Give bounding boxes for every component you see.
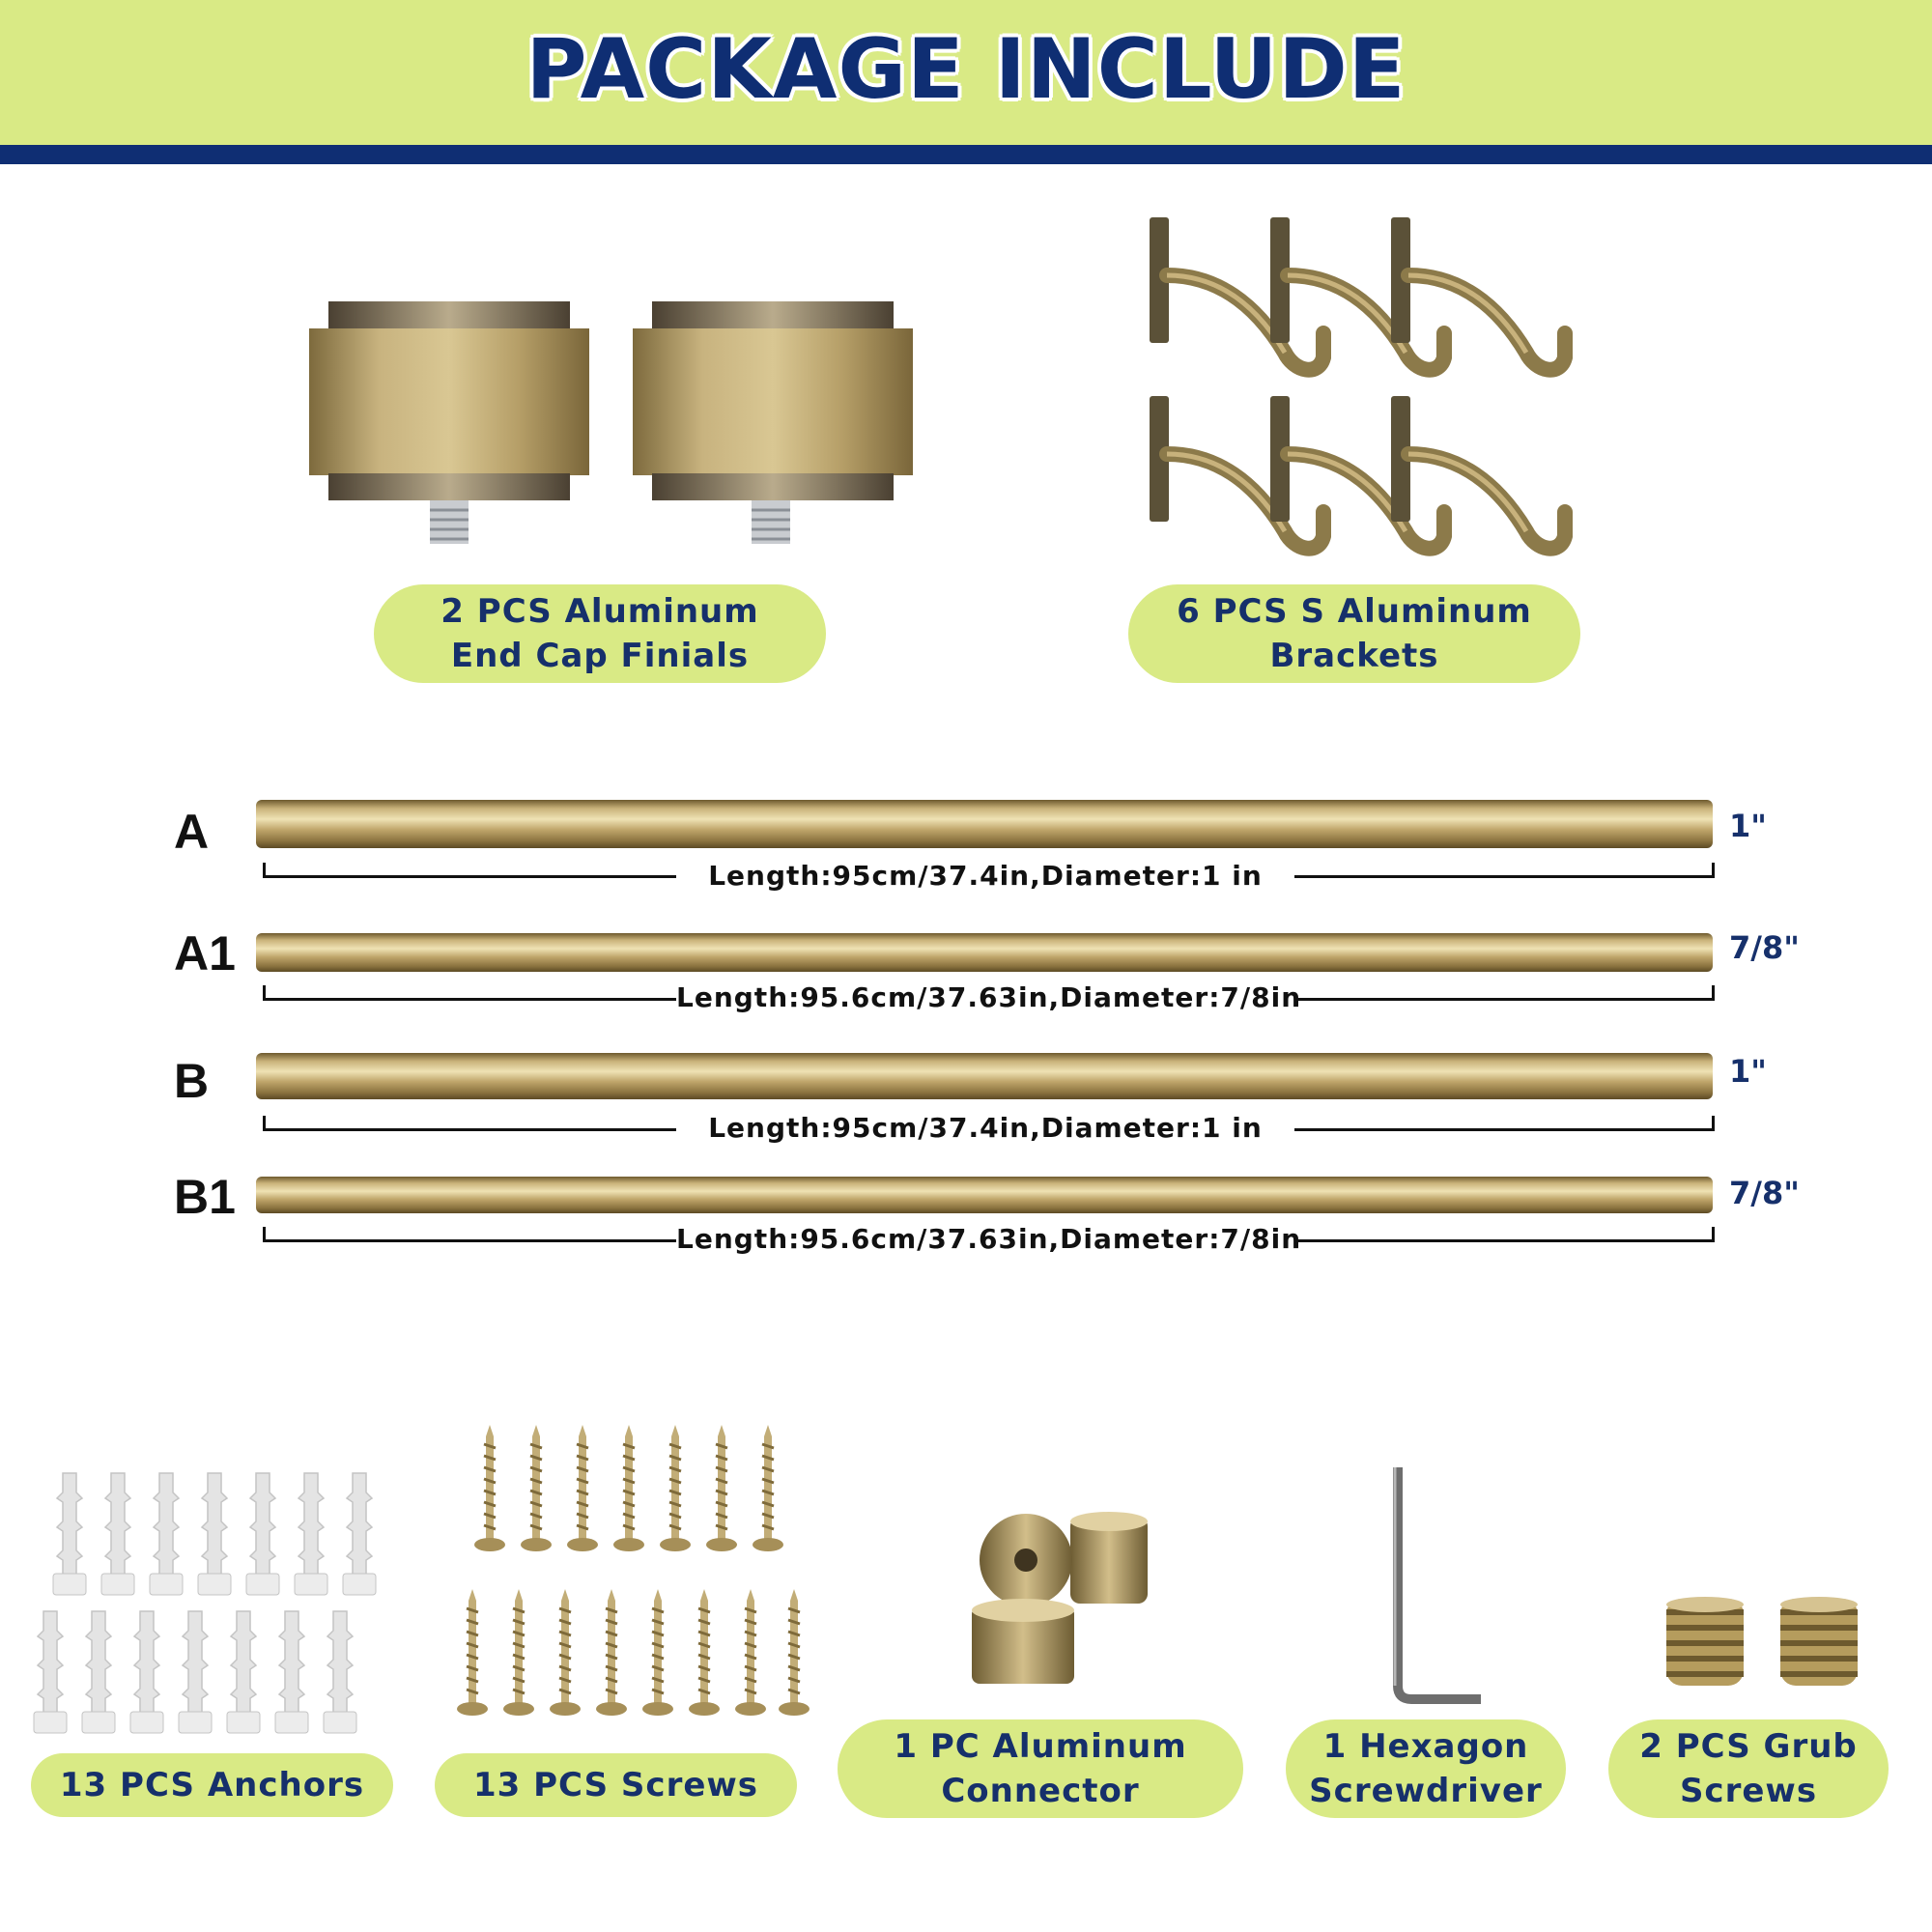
finials-caption <box>374 584 826 683</box>
finials-caption-line1: 2 PCS Aluminum <box>440 592 759 631</box>
bracket-5 <box>1270 396 1444 549</box>
brackets-caption-line2: Brackets <box>1269 637 1439 675</box>
connector-caption <box>838 1719 1243 1818</box>
bracket-6 <box>1391 396 1565 549</box>
anchors-caption-line1: 13 PCS Anchors <box>59 1766 365 1804</box>
screwdriver-caption-line1: 1 Hexagon <box>1322 1727 1529 1766</box>
rod-b-diameter: 1" <box>1729 1053 1767 1090</box>
page-title: PACKAGE INCLUDE <box>526 21 1406 118</box>
rod-a-spec: Length:95cm/37.4in,Diameter:1 in <box>676 860 1294 892</box>
screws-image <box>449 1420 821 1748</box>
grub-screws-image <box>1657 1594 1869 1690</box>
finials-caption-line2: End Cap Finials <box>450 637 750 675</box>
end-cap-finials-image <box>290 290 927 560</box>
screwdriver-caption <box>1286 1719 1566 1818</box>
hex-screwdriver-image <box>1377 1463 1492 1705</box>
rod-a-diameter: 1" <box>1729 808 1767 844</box>
rod-b1-diameter: 7/8" <box>1729 1175 1800 1211</box>
screws-caption <box>435 1753 797 1817</box>
rod-a <box>256 800 1713 848</box>
screws-caption-line1: 13 PCS Screws <box>472 1766 759 1804</box>
screwdriver-caption-line2: Screwdriver <box>1309 1772 1543 1810</box>
connector-image <box>966 1502 1159 1690</box>
finial-left <box>309 301 589 544</box>
grub-screws-caption-line2: Screws <box>1679 1772 1818 1810</box>
rod-b-label: B <box>174 1054 210 1108</box>
finial-right <box>633 301 913 544</box>
rod-a1-spec: Length:95.6cm/37.63in,Diameter:7/8in <box>676 981 1302 1013</box>
rod-b1-spec: Length:95.6cm/37.63in,Diameter:7/8in <box>676 1223 1302 1255</box>
bracket-4 <box>1150 396 1323 549</box>
rod-a-label: A <box>174 805 210 859</box>
grub-screws-caption-line1: 2 PCS Grub <box>1639 1727 1858 1766</box>
rod-b1-label: B1 <box>174 1170 236 1224</box>
connector-caption-line2: Connector <box>941 1772 1140 1810</box>
bracket-3 <box>1391 217 1565 370</box>
rod-a1-diameter: 7/8" <box>1729 929 1800 966</box>
anchors-image <box>29 1468 406 1739</box>
connector-caption-line1: 1 PC Aluminum <box>894 1727 1187 1766</box>
anchors-caption <box>31 1753 393 1817</box>
bracket-1 <box>1150 217 1323 370</box>
rod-b-spec: Length:95cm/37.4in,Diameter:1 in <box>676 1112 1294 1144</box>
rod-a1-label: A1 <box>174 926 236 980</box>
brackets-caption-line1: 6 PCS S Aluminum <box>1177 592 1532 631</box>
rod-b <box>256 1053 1713 1099</box>
brackets-image <box>1145 213 1579 580</box>
bracket-2 <box>1270 217 1444 370</box>
rod-a1 <box>256 933 1713 972</box>
grub-screws-caption <box>1608 1719 1889 1818</box>
rod-b1 <box>256 1177 1713 1213</box>
brackets-caption <box>1128 584 1580 683</box>
header-stripe <box>0 145 1932 164</box>
